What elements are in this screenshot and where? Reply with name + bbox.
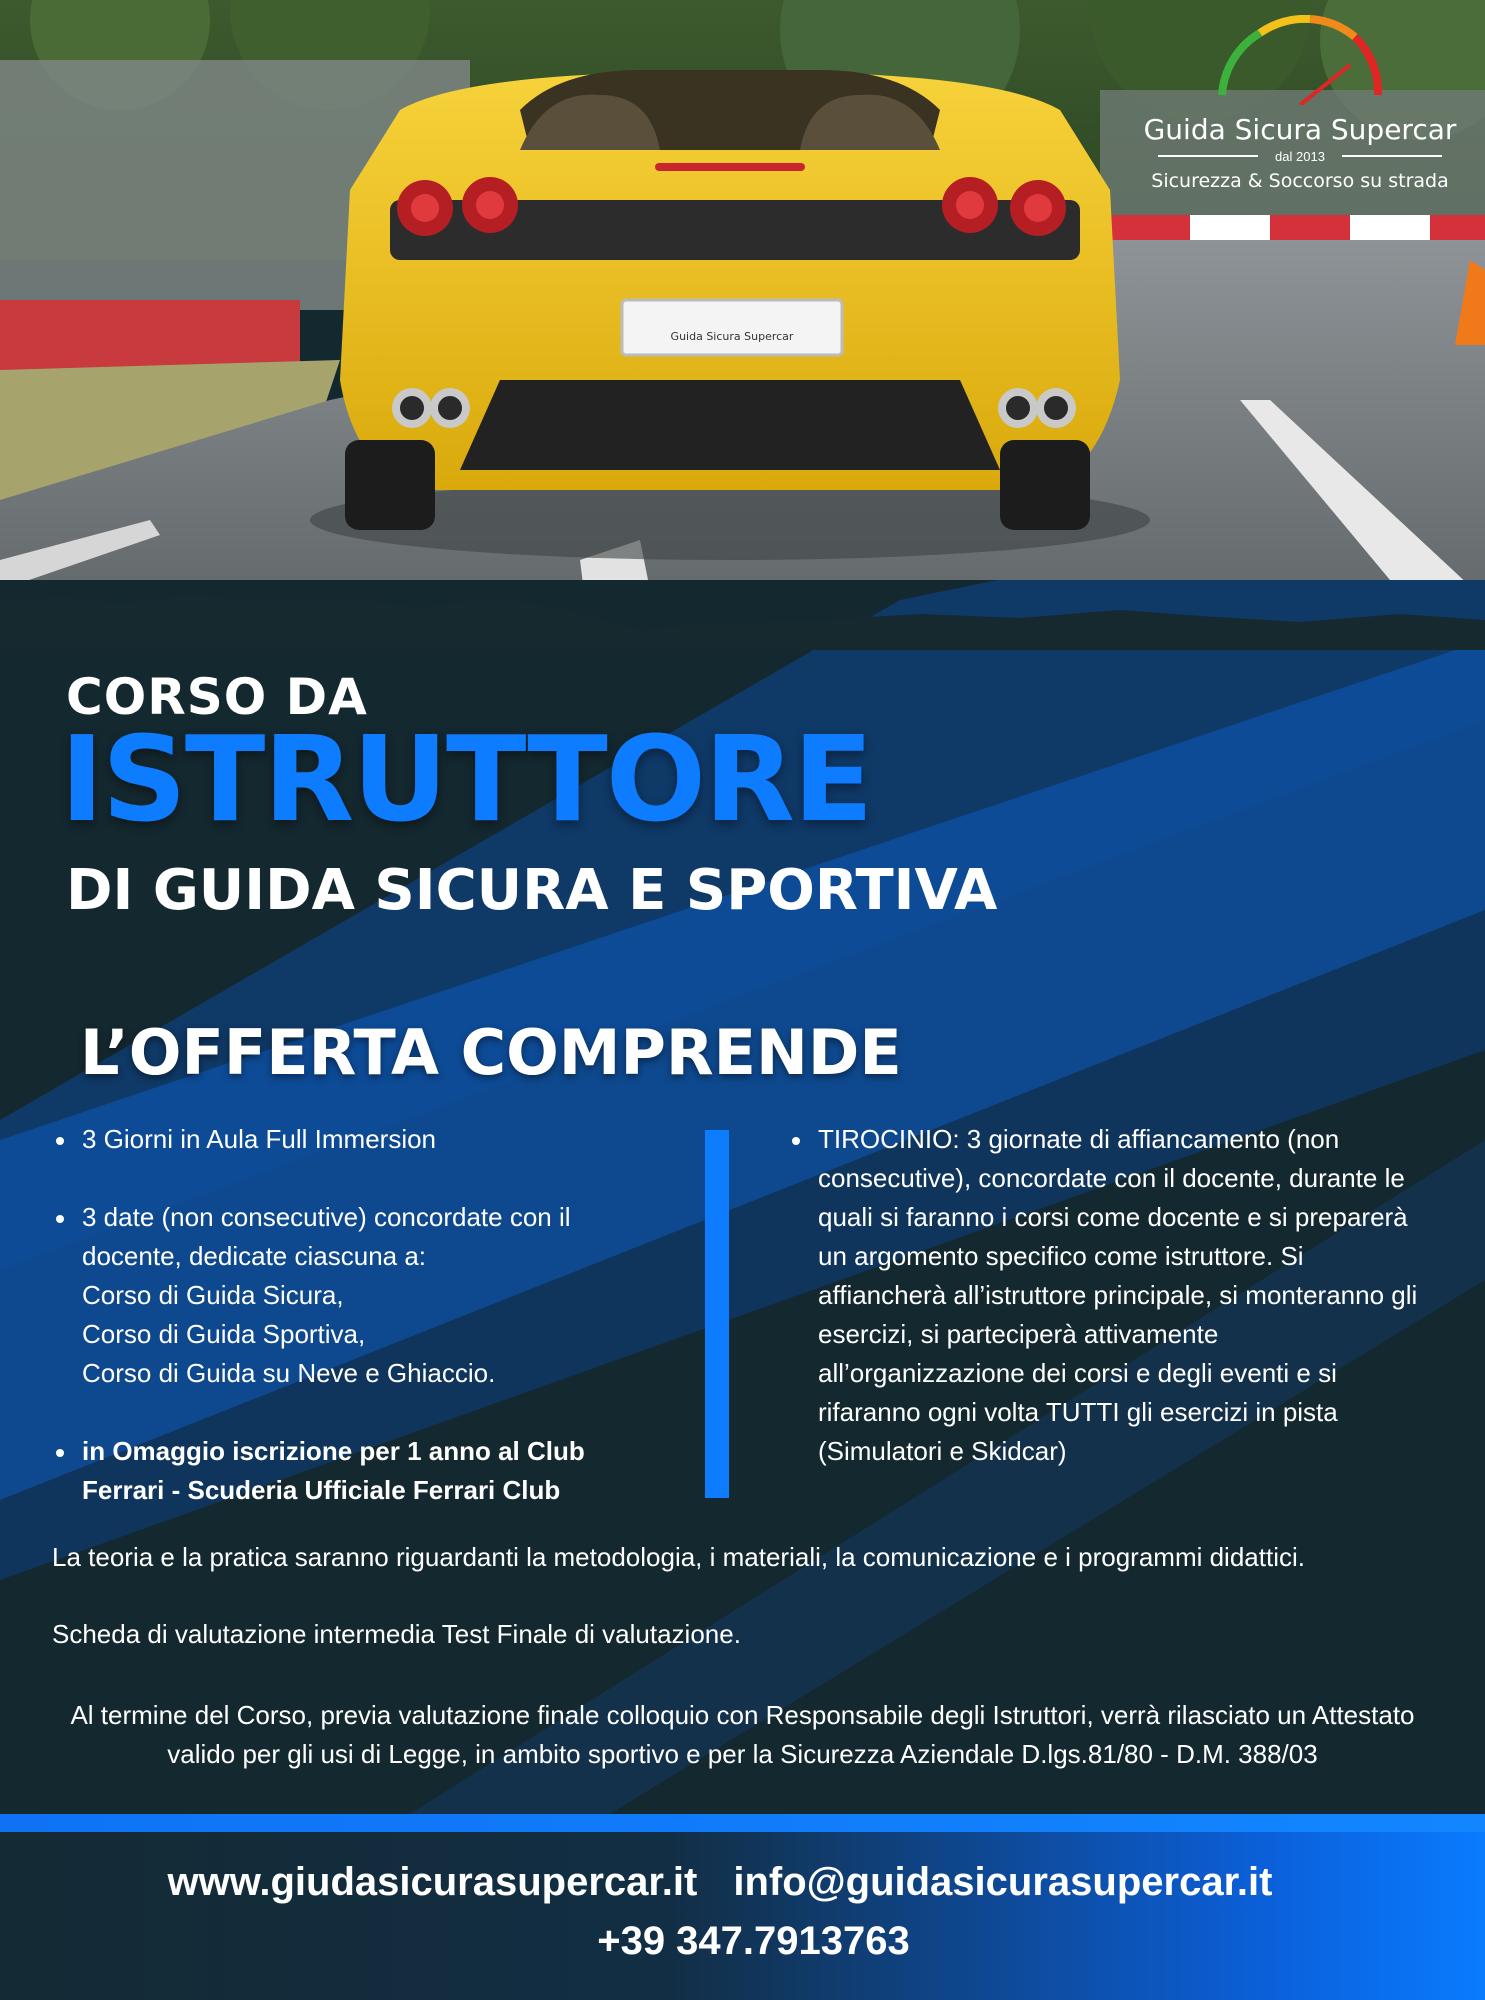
- torn-paper-edge: [0, 570, 1485, 650]
- yellow-car: [340, 70, 1120, 530]
- list-subitem: Corso di Guida Sicura,: [82, 1280, 344, 1310]
- title-line-1: CORSO DA: [66, 668, 368, 726]
- list-item-text: 3 Giorni in Aula Full Immersion: [82, 1124, 437, 1154]
- logo-since: dal 2013: [1275, 149, 1325, 164]
- title-subtitle: DI GUIDA SICURA E SPORTIVA: [66, 858, 998, 923]
- evaluation-paragraph: Scheda di valutazione intermedia Test Finale di valutazione.: [52, 1619, 741, 1649]
- website-link[interactable]: www.giudasicurasupercar.it: [167, 1860, 698, 1904]
- offer-list-left: [52, 1120, 672, 1510]
- brand-logo: [1140, 15, 1460, 205]
- certificate-paragraph: Al termine del Corso, previa valutazione finale colloquio con Responsabile degli Istruttori, verrà rilasciato un Attestato valido per gli usi di Legge, in ambito sportivo e per la Sicurezza Aziendale D.lgs.81/80 - D.M. 388/03: [70, 1700, 1415, 1769]
- footer: [0, 1832, 1485, 2000]
- offer-list-right: [788, 1120, 1428, 1471]
- column-divider: [705, 1130, 729, 1498]
- list-item-text: TIROCINIO: 3 giornate di affiancamento (non consecutive), concordate con il docente, durante le quali si faranno i corsi come docente e si preparerà un argomento specifico come istruttore. Si affiancherà all’istruttore principale, si monteranno gli esercizi, si parteciperà attivamente all’organizzazione dei corsi e degli eventi e si rifaranno ogni volta TUTTI gli esercizi in pista (Simulatori e Skidcar): [818, 1124, 1418, 1466]
- title-main: ISTRUTTORE: [60, 710, 872, 848]
- offer-heading: L’OFFERTA COMPRENDE: [80, 1016, 902, 1089]
- list-item-text: in Omaggio iscrizione per 1 anno al Club Ferrari - Scuderia Ufficiale Ferrari Club: [82, 1436, 585, 1505]
- plate-text: Guida Sicura Supercar: [670, 330, 794, 343]
- logo-tagline: Sicurezza & Soccorso su strada: [1151, 170, 1449, 192]
- email-link[interactable]: info@guidasicurasupercar.it: [733, 1860, 1273, 1904]
- list-item: [788, 1120, 1428, 1471]
- list-item: [52, 1120, 672, 1159]
- list-subitem: Corso di Guida su Neve e Ghiaccio.: [82, 1358, 496, 1388]
- logo-name: Guida Sicura Supercar: [1143, 113, 1457, 146]
- footer-accent-band: [0, 1814, 1485, 1832]
- theory-paragraph: La teoria e la pratica saranno riguardanti la metodologia, i materiali, la comunicazione e i programmi didattici.: [52, 1542, 1305, 1572]
- list-subitem: Corso di Guida Sportiva,: [82, 1319, 366, 1349]
- hero-photo: [0, 0, 1485, 640]
- list-item: [52, 1432, 672, 1510]
- phone-number[interactable]: +39 347.7913763: [597, 1919, 910, 1963]
- list-item-text: 3 date (non consecutive) concordate con il docente, dedicate ciascuna a:: [82, 1202, 571, 1271]
- speedometer-icon: [1210, 15, 1390, 105]
- list-item: [52, 1198, 672, 1393]
- footer-contacts: [0, 1860, 1440, 1905]
